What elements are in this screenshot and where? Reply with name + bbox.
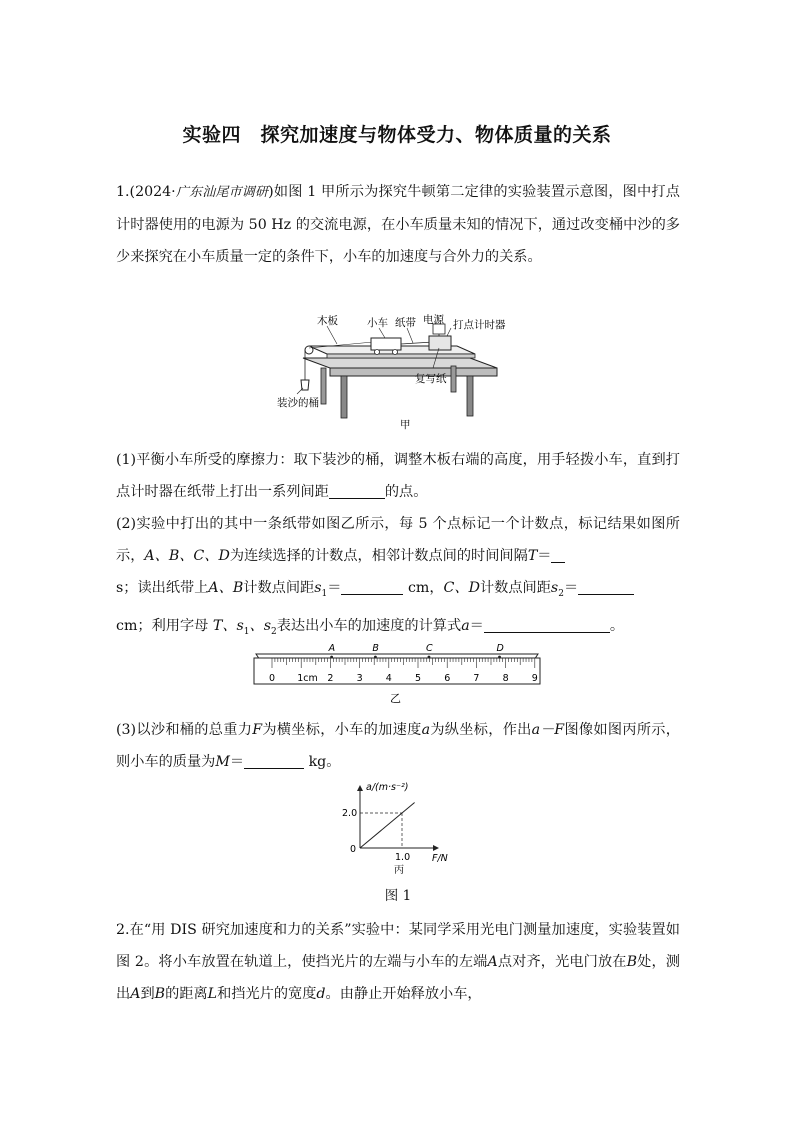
caption-jia: 甲: [400, 419, 411, 431]
count-point: [374, 656, 377, 659]
ruler-tick-label: 0: [269, 673, 276, 684]
answer-blank-1[interactable]: [329, 484, 385, 499]
ruler-tick-label: 4: [385, 673, 392, 684]
ruler-tick-label: 6: [444, 673, 451, 684]
label-bucket: 装沙的桶: [277, 397, 319, 409]
count-point-label: D: [496, 643, 504, 654]
label-power: 电源: [423, 314, 444, 327]
count-point: [428, 656, 431, 659]
cart: [371, 338, 401, 350]
ruler-tick-label: 8: [502, 673, 509, 684]
timer: [429, 336, 451, 350]
label-carbon: 复写纸: [415, 373, 447, 385]
ruler-tick-label: 7: [473, 673, 480, 684]
label-timer: 打点计时器: [453, 319, 506, 331]
ruler-tick-label: 2: [327, 673, 334, 684]
q1-intro: 1.(2024·广东汕尾市调研)如图 1 甲所示为探究牛顿第二定律的实验装置示意图，图中打点计时器使用的电源为 50 Hz 的交流电源，在小车质量未知的情况下，通过改变桶中沙的多少来探究在小车质量一定的条件下，小车的加速度与合外力的关系。: [116, 184, 680, 265]
q2-text: 2.在“用 DIS 研究加速度和力的关系”实验中：某同学采用光电门测量加速度，实验装置如图 2。将小车放置在轨道上，使挡光片的左端与小车的左端A点对齐，光电门放在B处，测出A到B的距离L和挡光片的宽度d。由静止开始释放小车，: [116, 922, 680, 1002]
x-tick-label: 1.0: [395, 852, 411, 863]
y-axis-label: a/(m·s⁻²): [366, 782, 409, 793]
q1-part1: (1)平衡小车所受的摩擦力：取下装沙的桶，调整木板右端的高度，用手轻拨小车，直到打点计时器在纸带上打出一系列间距 的点。: [116, 452, 680, 500]
label-cart: 小车: [367, 317, 388, 329]
count-point-label: C: [425, 643, 433, 654]
count-point-label: A: [328, 643, 336, 654]
figure-1-caption: 图 1: [384, 888, 412, 904]
count-point-label: B: [372, 643, 379, 654]
q1-part2: (2)实验中打出的其中一条纸带如图乙所示，每 5 个点标记一个计数点，标记结果如图所示，A、B、C、D为连续选择的计数点，相邻计数点间的时间间隔T＝ s；读出纸带上A、B计数点间距$s_1=$ cm，C、D计数点间距$s_2=$ cm；利用字母 T、$s_1$、$s_2$表达出小车的加速度的计算式a＝ 。: [116, 516, 680, 637]
a-F-graph: [332, 780, 472, 876]
label-tape: 纸带: [395, 317, 416, 329]
apparatus-figure: [275, 310, 515, 432]
ruler-tick-label: 3: [356, 673, 363, 684]
q1-part3: (3)以沙和桶的总重力F为横坐标，小车的加速度a为纵坐标，作出a－F图像如图丙所示，则小车的质量为M＝ kg。: [116, 722, 680, 770]
ruler-tick-label: 1cm: [297, 673, 318, 684]
caption-bing: 丙: [394, 865, 404, 876]
origin-label: 0: [350, 844, 357, 855]
count-point: [498, 656, 501, 659]
answer-blank-s2[interactable]: [578, 580, 634, 595]
answer-blank-M[interactable]: [244, 754, 304, 769]
ruler-tick-label: 9: [531, 673, 538, 684]
answer-blank-a[interactable]: [484, 618, 610, 633]
y-tick-label: 2.0: [342, 808, 358, 819]
x-axis-label: F/N: [432, 853, 448, 864]
answer-blank-s1[interactable]: [341, 580, 403, 595]
label-board: 木板: [317, 315, 338, 327]
count-point: [330, 656, 333, 659]
tape-ruler-figure: [250, 638, 545, 706]
ruler-tick-label: 5: [415, 673, 422, 684]
series-line: [360, 803, 415, 849]
page-title: 实验四 探究加速度与物体受力、物体质量的关系: [182, 124, 612, 146]
caption-yi: 乙: [390, 692, 401, 705]
answer-blank-T[interactable]: [551, 548, 565, 563]
